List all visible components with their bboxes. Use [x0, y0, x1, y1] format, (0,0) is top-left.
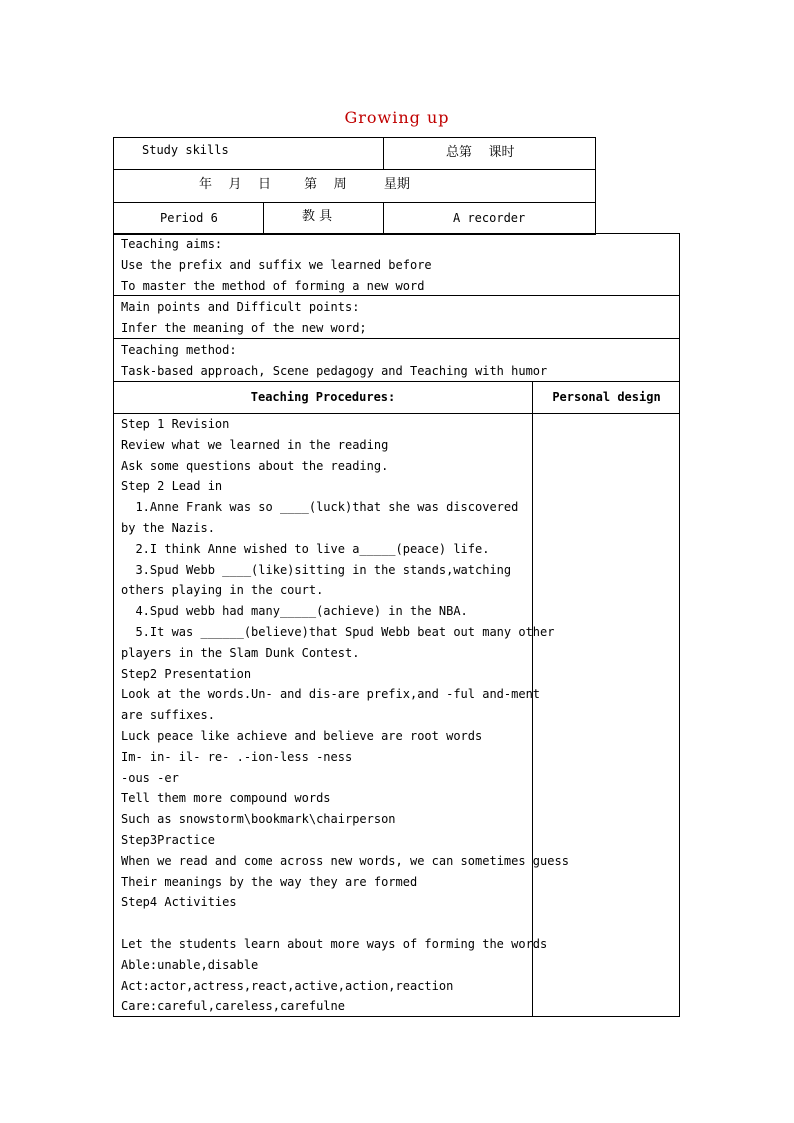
points-line: Infer the meaning of the new word;: [121, 321, 367, 335]
page-title: Growing up: [344, 108, 450, 127]
procedure-line: 5.It was ______(believe)that Spud Webb beat out many other: [121, 624, 555, 639]
procedure-line: Their meanings by the way they are formed: [121, 874, 418, 889]
procedure-line: Such as snowstorm\bookmark\chairperson: [121, 812, 396, 827]
period-label: Period 6: [160, 211, 218, 225]
procedures-header: Teaching Procedures:: [250, 390, 396, 404]
method-label: Teaching method:: [121, 343, 237, 357]
date-line: 年 月 日 第 周 星期: [199, 177, 410, 192]
procedure-line: Act:actor,actress,react,active,action,reaction: [121, 978, 454, 993]
procedure-line: Ask some questions about the reading.: [121, 458, 389, 473]
procedure-line: Let the students learn about more ways of forming the words: [121, 936, 548, 951]
aims-line: To master the method of forming a new word: [121, 279, 425, 293]
procedure-line: others playing in the court.: [121, 583, 324, 598]
aims-line: Use the prefix and suffix we learned before: [121, 258, 432, 272]
procedure-line: When we read and come across new words, we can sometimes guess: [121, 853, 569, 868]
procedure-line: Care:careful,careless,carefulne: [121, 999, 345, 1014]
procedure-line: are suffixes.: [121, 708, 215, 723]
procedure-line: Step2 Presentation: [121, 666, 252, 681]
procedure-line: Im- in- il- re- .-ion-less -ness: [121, 749, 353, 764]
procedure-line: 1.Anne Frank was so ____(luck)that she was discovered: [121, 500, 519, 515]
procedure-line: players in the Slam Dunk Contest.: [121, 645, 360, 660]
procedure-line: Look at the words.Un- and dis-are prefix,and -ful and-ment: [121, 687, 541, 702]
personal-design-header: Personal design: [552, 390, 661, 404]
procedure-line: 3.Spud Webb ____(like)sitting in the stands,watching: [121, 562, 512, 577]
lesson-name: Study skills: [142, 143, 229, 157]
tools-value: A recorder: [453, 211, 526, 225]
procedure-line: Step 1 Revision: [121, 417, 230, 431]
tools-label: 教 具: [302, 209, 333, 224]
procedure-line: Able:unable,disable: [121, 957, 259, 972]
procedure-line: 2.I think Anne wished to live a_____(peace) life.: [121, 541, 490, 556]
aims-label: Teaching aims:: [121, 237, 223, 251]
procedure-line: [121, 913, 531, 934]
procedure-line: Luck peace like achieve and believe are root words: [121, 728, 483, 743]
procedure-line: -ous -er: [121, 770, 179, 785]
procedures-list: [121, 414, 569, 1017]
procedure-line: Step3Practice: [121, 832, 215, 847]
procedure-line: Step4 Activities: [121, 895, 237, 910]
procedure-line: Step 2 Lead in: [121, 479, 223, 494]
procedure-line: by the Nazis.: [121, 520, 215, 535]
procedure-line: Review what we learned in the reading: [121, 437, 389, 452]
procedure-line: Tell them more compound words: [121, 791, 331, 806]
method-line: Task-based approach, Scene pedagogy and Teaching with humor: [121, 364, 548, 378]
points-label: Main points and Difficult points:: [121, 300, 360, 314]
procedure-line: 4.Spud webb had many_____(achieve) in the NBA.: [121, 604, 468, 619]
total-period-label: 总第 课时: [446, 145, 515, 160]
